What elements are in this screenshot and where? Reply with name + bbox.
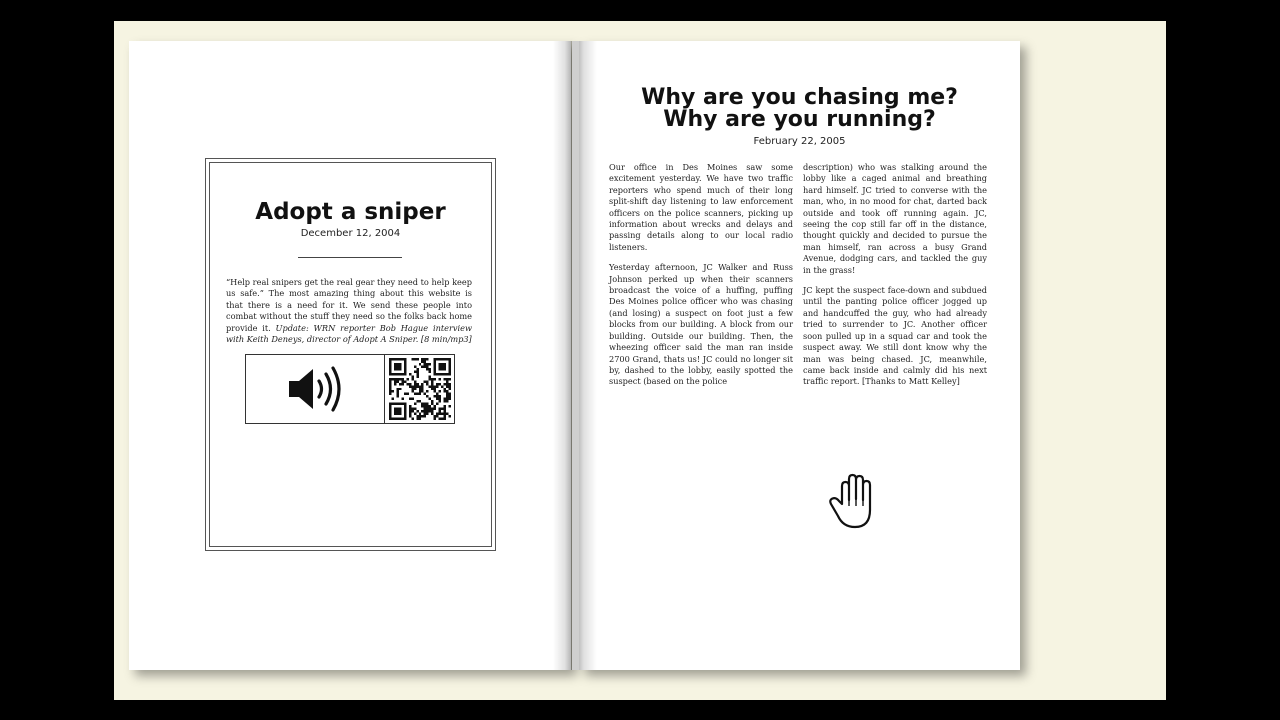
article-update-link[interactable]: Update: WRN reporter Bob Hague interview with Keith Deneys, director of Adopt A Sniper. [8 min/mp3] <box>226 322 472 345</box>
book-spine <box>572 41 579 670</box>
paragraph: Yesterday afternoon, JC Walker and Russ Johnson perked up when their scanners broadcast the voice of a huffing, puffing Des Moines police officer who was chasing (and losing) a suspect on foot just a few blocks from our building. A block from our building. Outside our building. Then, the wheezing officer said the man ran inside 2700 Grand, thats us! JC could no longer sit by, dashed to the lobby, easily spotted the suspect (based on the police <box>609 262 793 387</box>
hand-cursor-icon <box>828 472 880 530</box>
title-divider <box>298 257 402 258</box>
audio-media-box[interactable] <box>245 354 455 424</box>
audio-play-button[interactable] <box>246 355 385 423</box>
qr-code-box <box>385 355 454 423</box>
paragraph: description) who was stalking around the lobby like a caged animal and breathing hard himself. JC tried to converse with the man, who, in no mood for chat, darted back outside and took off running again. JC, seeing the cop still far off in the distance, thought quickly and decided to pursue the man himself, ran across a busy Grand Avenue, dodging cars, and tackled the guy in the grass! <box>803 162 987 275</box>
article-column-1 <box>609 162 793 397</box>
paragraph: JC kept the suspect face-down and subdued until the panting police officer jogged up and handcuffed the guy, who had already tried to surrender to JC. Another officer soon pulled up in a squad car and took the suspect away. We still dont know why the man was being chased. JC, meanwhile, came back inside and calmly did his next traffic report. [Thanks to Matt Kelley] <box>803 285 987 387</box>
article-title-line-1: Why are you chasing me? <box>641 85 958 110</box>
article-frame <box>205 158 496 551</box>
article-body-text: “Help real snipers get the real gear they need to help keep us safe.” The most amazing thing about this website is that there is a need for it. We send these people into combat without the stuff they need so the folks back home provide it. <box>226 277 472 333</box>
gutter-shadow-left <box>553 41 573 670</box>
speaker-icon <box>286 364 344 414</box>
article-title: Adopt a sniper <box>255 199 446 225</box>
article-column-2 <box>803 162 987 397</box>
article-title <box>579 87 1020 131</box>
article-date: December 12, 2004 <box>300 228 401 239</box>
article-body <box>226 277 472 345</box>
paragraph: Our office in Des Moines saw some excitement yesterday. We have two traffic reporters who spend much of their long split-shift day listening to law enforcement officers on the police scanners, picking up information about wrecks and delays and passing details along to our local radio listeners. <box>609 162 793 252</box>
article-date: February 22, 2005 <box>753 136 846 147</box>
article-title-line-2: Why are you running? <box>663 107 936 132</box>
qr-code-icon <box>389 358 451 420</box>
